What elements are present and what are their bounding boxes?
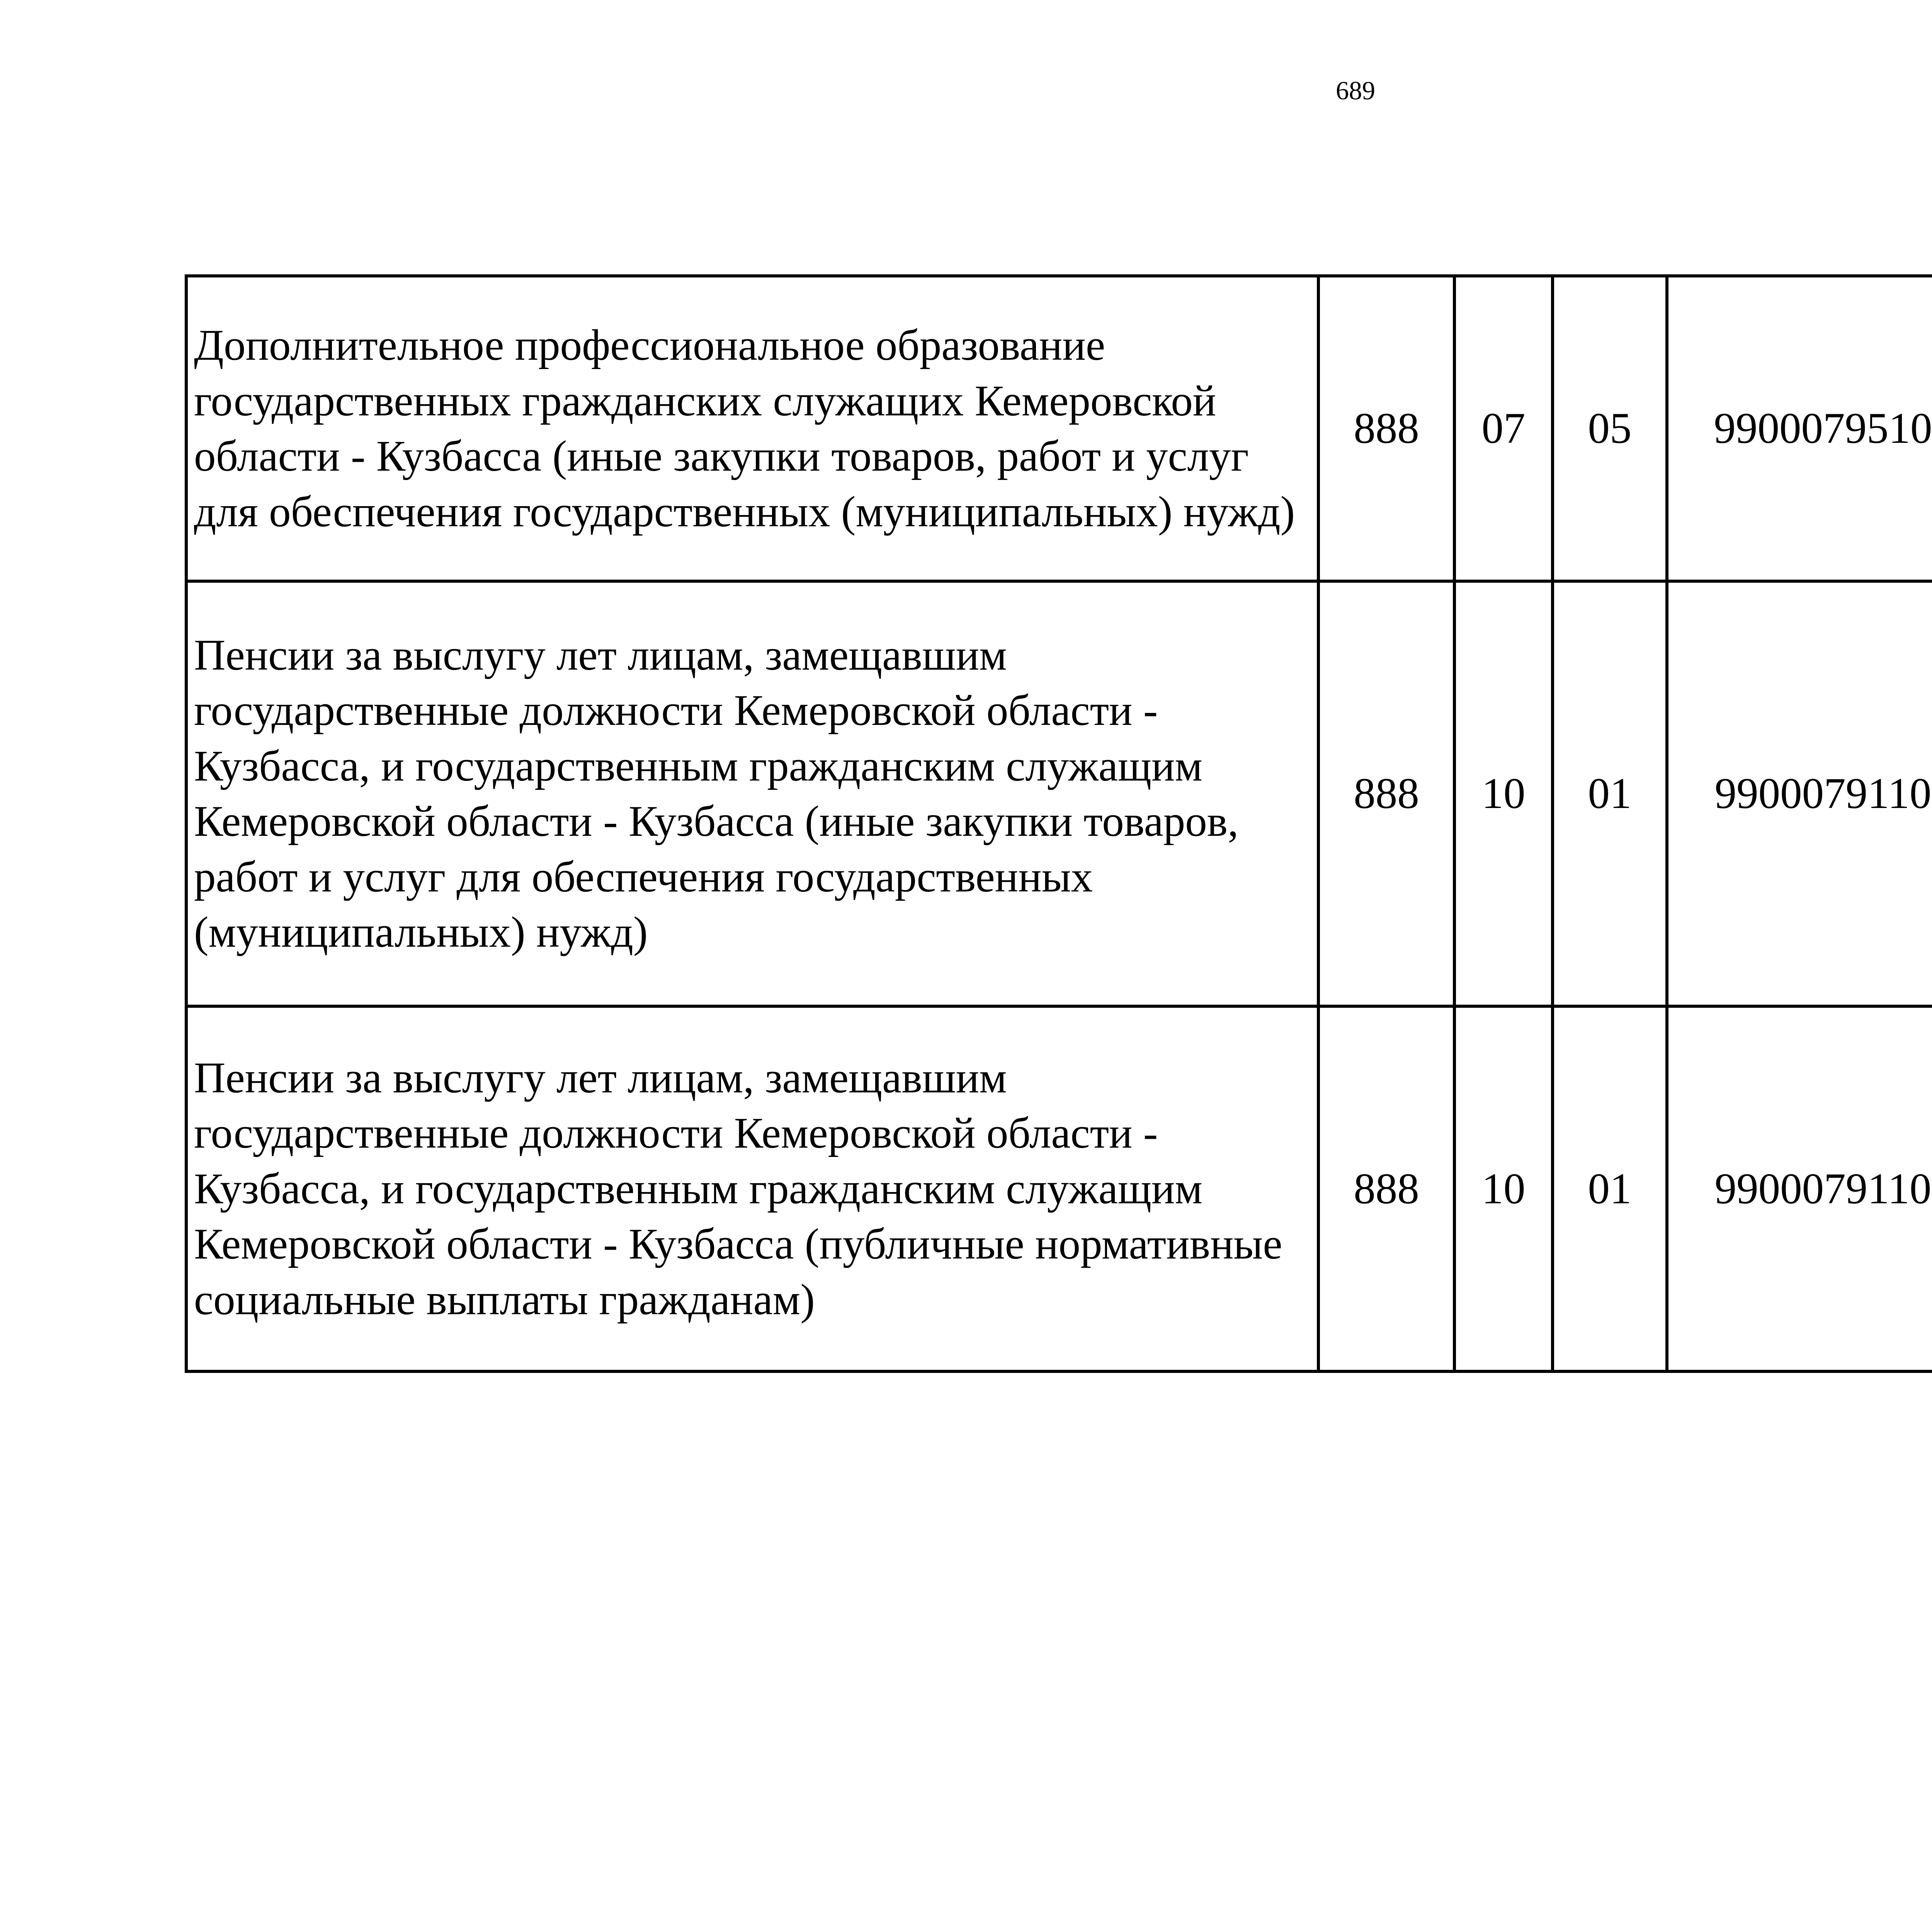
department-code: 888: [1318, 1006, 1454, 1371]
row-description: Пенсии за выслугу лет лицам, замещавшим государственные должности Кемеровской области - Кузбасса, и государственным гражданским служащим Кемеровской области - Кузбасса (публичные нормативные социальные выплаты гражданам): [186, 1006, 1318, 1371]
section-code: 10: [1454, 1006, 1553, 1371]
budget-table: [185, 274, 1932, 1373]
target-article-code: 9900079510: [1667, 276, 1932, 581]
target-article-code: 9900079110: [1667, 1006, 1932, 1371]
section-code: 07: [1454, 276, 1553, 581]
row-description: Пенсии за выслугу лет лицам, замещавшим государственные должности Кемеровской области - Кузбасса, и государственным гражданским служащим Кемеровской области - Кузбасса (иные закупки товаров, работ и услуг для обеспечения государственных (муниципальных) нужд): [186, 581, 1318, 1006]
page-number: 689: [1336, 76, 1375, 105]
table-row: [186, 1006, 1932, 1371]
subsection-code: 05: [1553, 276, 1667, 581]
department-code: 888: [1318, 581, 1454, 1006]
target-article-code: 9900079110: [1667, 581, 1932, 1006]
subsection-code: 01: [1553, 1006, 1667, 1371]
table-row: [186, 276, 1932, 581]
department-code: 888: [1318, 276, 1454, 581]
table-row: [186, 581, 1932, 1006]
row-description: Дополнительное профессиональное образование государственных гражданских служащих Кемеровской области - Кузбасса (иные закупки товаров, работ и услуг для обеспечения государственных (муниципальных) нужд): [186, 276, 1318, 581]
subsection-code: 01: [1553, 581, 1667, 1006]
section-code: 10: [1454, 581, 1553, 1006]
